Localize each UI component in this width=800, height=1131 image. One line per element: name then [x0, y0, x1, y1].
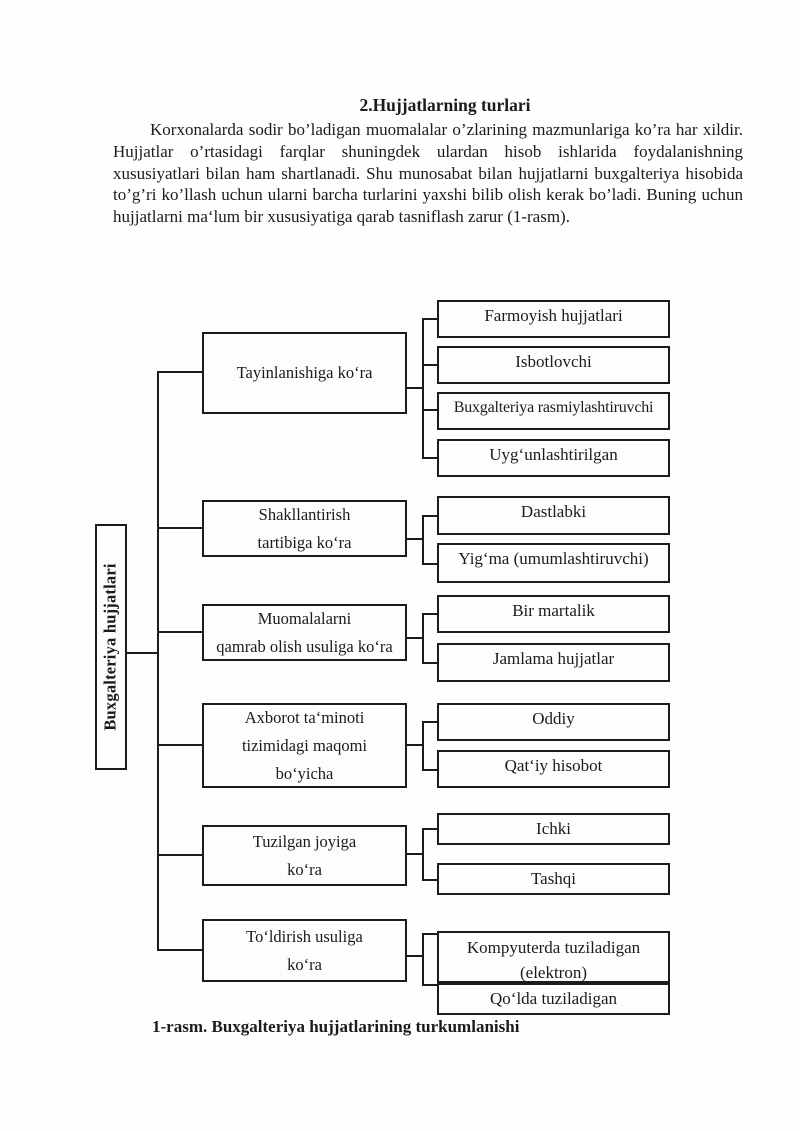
spine-stub-6 [158, 949, 202, 951]
child-label: Yigʻma (umumlashtiruvchi) [458, 549, 649, 568]
branch-6-input-line [407, 955, 422, 957]
child-label: Ichki [536, 819, 571, 838]
branch-label: koʻra [287, 954, 322, 974]
child-label: Dastlabki [520, 502, 587, 521]
branch-1-child-stub-3 [424, 409, 437, 411]
branch-5-input-line [407, 853, 422, 855]
branch-1-child-stub-4 [424, 457, 437, 459]
spine-stub-3 [158, 631, 202, 633]
spine-line [157, 371, 159, 951]
page-title: 2.Hujjatlarning turlari [359, 95, 531, 115]
branch-2-child-stub-1 [424, 515, 437, 517]
body-paragraph: Korxonalarda sodir bo’ladigan muomalalar o’zlarining mazmunlariga ko’ra har xildir. Hujjatlar o’rtasidagi farqlar shuningdek ulardan hisob ishlarida foydalanishning xususiyatlari bilan ham shartlanadi. Shu munosabat bilan hujjatlarni buxgalteriya hisobida to’g’ri ko’llash uchun ularni barcha turlarini yaxshi bilib olish kerak bo’ladi. Buning uchun hujjatlarni maʻlum bir xususiyatiga qarab tasniflash zarur (1-rasm). [113, 120, 743, 227]
branch-label: koʻra [287, 859, 322, 879]
branch-2-bracket-line [422, 515, 424, 565]
figure-caption: 1-rasm. Buxgalteriya hujjatlarining turkumlanishi [152, 1017, 520, 1036]
branch-4-input-line [407, 744, 422, 746]
child-box-ichki [437, 813, 670, 845]
branch-label: tartibiga koʻra [257, 532, 352, 552]
branch-label: Shakllantirish [258, 504, 351, 524]
child-box-buxgalteriya-rasmiylashtiruvchi [437, 392, 670, 430]
root-connector-line [127, 652, 158, 654]
branch-1-child-stub-1 [424, 318, 437, 320]
branch-5-child-stub-1 [424, 828, 437, 830]
branch-label: Axborot taʻminoti [244, 707, 365, 727]
child-label: Uygʻunlashtirilgan [489, 445, 618, 464]
spine-stub-4 [158, 744, 202, 746]
branch-6-child-stub-2 [424, 984, 437, 986]
branch-4-child-stub-1 [424, 721, 437, 723]
branch-4-child-stub-2 [424, 769, 437, 771]
branch-3-child-stub-1 [424, 613, 437, 615]
root-box [95, 524, 127, 770]
branch-label: tizimidagi maqomi [241, 735, 368, 755]
child-box-bir-martalik [437, 595, 670, 633]
branch-5-bracket-line [422, 828, 424, 881]
branch-6-child-stub-1 [424, 933, 437, 935]
spine-stub-2 [158, 527, 202, 529]
branch-label: Muomalalarni [257, 608, 352, 628]
child-label: Jamlama hujjatlar [492, 649, 615, 668]
spine-stub-1 [158, 371, 202, 373]
branch-box-shakllantirish-tartibiga-kora [202, 500, 407, 557]
branch-box-axborot-taminoti-maqomi [202, 703, 407, 788]
branch-2-child-stub-2 [424, 563, 437, 565]
child-box-dastlabki [437, 496, 670, 535]
branch-4-bracket-line [422, 721, 424, 771]
branch-3-input-line [407, 637, 422, 639]
branch-box-muomalalarni-qamrab-olish [202, 604, 407, 661]
branch-label: qamrab olish usuliga koʻra [216, 636, 393, 656]
child-box-uygunlashtirilgan [437, 439, 670, 477]
child-box-isbotlovchi [437, 346, 670, 384]
child-label: Bir martalik [512, 601, 595, 620]
branch-3-bracket-line [422, 613, 424, 664]
child-label: Qoʻlda tuziladigan [490, 989, 617, 1008]
branch-3-child-stub-2 [424, 662, 437, 664]
branch-box-tayinlanishiga-kora [202, 332, 407, 414]
child-label: Buxgalteriya rasmiylashtiruvchi [453, 399, 654, 416]
child-label: Kompyuterda tuziladigan [466, 938, 641, 957]
branch-label: Toʻldirish usuliga [246, 926, 363, 946]
child-box-farmoyish-hujjatlari [437, 300, 670, 338]
branch-label: boʻyicha [275, 763, 334, 783]
branch-2-input-line [407, 538, 422, 540]
child-box-qatiy-hisobot [437, 750, 670, 788]
branch-box-tuzilgan-joyiga-kora [202, 825, 407, 886]
child-box-kompyuterda-tuziladigan [437, 931, 670, 983]
child-box-yigma-umumlashtiruvchi [437, 543, 670, 583]
child-label: (elektron) [519, 963, 588, 982]
child-box-jamlama-hujjatlar [437, 643, 670, 682]
spine-stub-5 [158, 854, 202, 856]
child-label: Isbotlovchi [515, 352, 592, 371]
branch-6-bracket-line [422, 933, 424, 986]
child-box-qolda-tuziladigan [437, 983, 670, 1015]
child-box-tashqi [437, 863, 670, 895]
child-label: Qatʻiy hisobot [504, 756, 603, 775]
branch-1-child-stub-2 [424, 364, 437, 366]
child-label: Oddiy [532, 709, 575, 728]
root-label: Buxgalteriya hujjatlari [101, 563, 121, 731]
branch-label: Tuzilgan joyiga [252, 831, 357, 851]
branch-label: Tayinlanishiga koʻra [236, 363, 373, 382]
child-label: Tashqi [530, 869, 577, 888]
branch-box-toldirish-usuliga-kora [202, 919, 407, 982]
branch-1-input-line [407, 387, 422, 389]
branch-5-child-stub-2 [424, 879, 437, 881]
child-label: Farmoyish hujjatlari [484, 306, 623, 325]
branch-1-bracket-line [422, 318, 424, 459]
child-box-oddiy [437, 703, 670, 741]
